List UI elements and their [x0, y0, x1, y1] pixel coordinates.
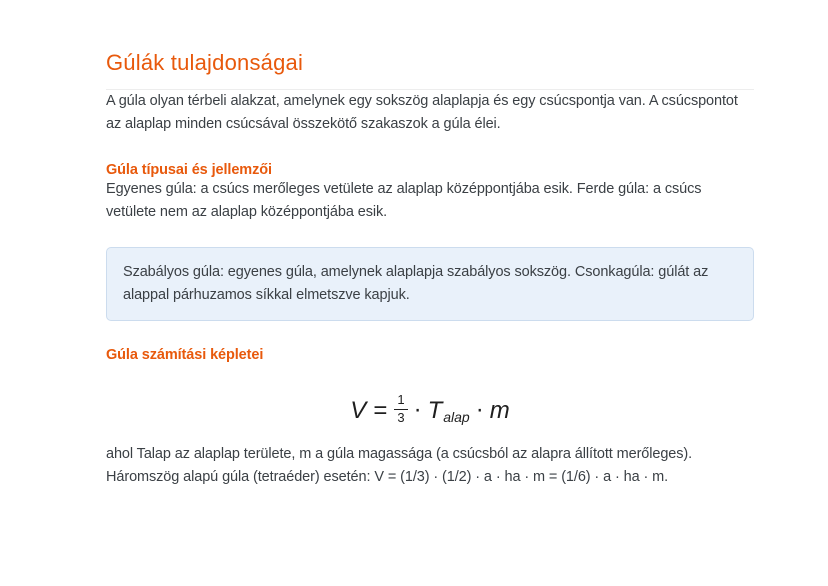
section-heading-types: Gúla típusai és jellemzői — [106, 162, 272, 178]
info-box-text: Szabályos gúla: egyenes gúla, amelynek alaplapja szabályos sokszög. Csonkagúla: gúlát az alappal párhuzamos síkkal elmetszve kapjuk. — [123, 264, 709, 303]
formula-height-symbol: m — [489, 397, 510, 424]
intro-paragraph: A gúla olyan térbeli alakzat, amelynek egy sokszög alaplapja és egy csúcspontja van. A csúcspontot az alaplap minden csúcsával összekötő szakaszok a gúla élei. — [106, 93, 738, 132]
formula-fraction-denominator: 3 — [397, 409, 405, 425]
types-paragraph: Egyenes gúla: a csúcs merőleges vetülete az alaplap középpontjába esik. Ferde gúla: a csúcs vetülete nem az alaplap középpontjába esik. — [106, 181, 702, 220]
formula-base-area-symbol: T — [427, 397, 443, 424]
formula-multiplication-dot: · — [413, 396, 422, 423]
formula-base-area-term — [428, 397, 470, 425]
tetrahedron-note: Háromszög alapú gúla (tetraéder) esetén: V = (1/3) · (1/2) · a · ha · m = (1/6) · a · ha · m. — [106, 469, 669, 485]
volume-formula — [106, 379, 754, 443]
formula-equals-sign: = — [373, 397, 388, 424]
formula-explanation: ahol Talap az alaplap területe, m a gúla magassága (a csúcsból az alapra állított merőleges). — [106, 446, 693, 462]
info-box — [106, 247, 754, 321]
formula-volume-symbol: V — [350, 397, 367, 424]
formula-base-area-subscript: alap — [443, 409, 470, 425]
formula-multiplication-dot: · — [475, 396, 484, 423]
formula-fraction-numerator: 1 — [394, 393, 407, 410]
article — [106, 0, 754, 489]
page-title: Gúlák tulajdonságai — [106, 50, 754, 90]
formula-fraction — [394, 393, 407, 426]
section-heading-formulas: Gúla számítási képletei — [106, 347, 264, 363]
